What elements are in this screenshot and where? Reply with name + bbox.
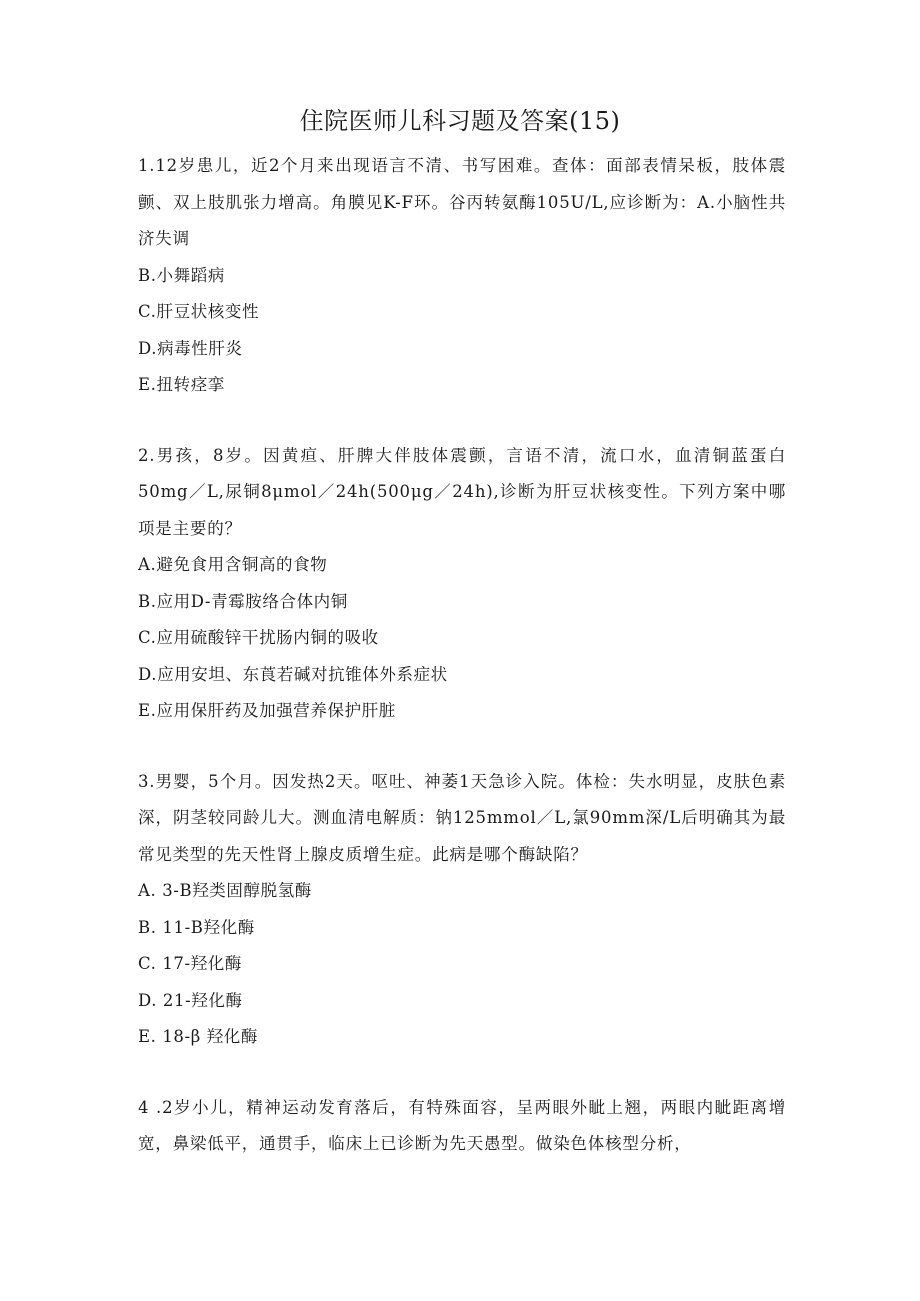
question-stem: 3.男婴，5个月。因发热2天。呕吐、神萎1天急诊入院。体检：失水明显，皮肤色素深，阴茎较同龄儿大。测血清电解质：钠125mmol／L,氯90mm深/L后明确其为最常见类型的先天性肾上腺皮质增生症。此病是哪个酶缺陷？ <box>138 771 786 864</box>
answer-option-b: B. 11-B羟化酶 <box>138 917 255 937</box>
answer-option-e: E. 18-β 羟化酶 <box>138 1027 258 1046</box>
document-title: 住院医师儿科习题及答案(15) <box>299 107 621 135</box>
question-4 <box>138 1090 786 1163</box>
answer-option-c: C.肝豆状核变性 <box>138 302 260 321</box>
question-3 <box>138 764 786 1056</box>
question-1 <box>138 148 786 404</box>
answer-option-a: A. 3-B羟类固醇脱氢酶 <box>138 881 312 900</box>
answer-option-c: C.应用硫酸锌干扰肠内铜的吸收 <box>138 628 379 647</box>
answer-option-e: E.应用保肝药及加强营养保护肝脏 <box>138 701 396 720</box>
question-stem: 2.男孩，8岁。因黄疸、肝脾大伴肢体震颤，言语不清，流口水，血清铜蓝蛋白50mg／L,尿铜8μmol／24h(500μg／24h),诊断为肝豆状核变性。下列方案中哪项是主要的？ <box>138 445 786 538</box>
question-stem: 1.12岁患儿，近2个月来出现语言不清、书写困难。查体：面部表情呆板，肢体震颤、双上肢肌张力增高。角膜见K-F环。谷丙转氨酶105U/L,应诊断为：A.小脑性共济失调 <box>138 156 786 248</box>
answer-option-e: E.扭转痉挛 <box>138 375 225 394</box>
question-list <box>138 148 786 1197</box>
answer-option-d: D.应用安坦、东莨若碱对抗锥体外系症状 <box>138 664 448 684</box>
answer-option-a: A.避免食用含铜高的食物 <box>138 555 328 574</box>
answer-option-b: B.小舞蹈病 <box>138 265 225 285</box>
question-stem: 4 .2岁小儿，精神运动发育落后，有特殊面容，呈两眼外眦上翘，两眼内眦距离增宽，鼻梁低平，通贯手，临床上已诊断为先天愚型。做染色体核型分析， <box>138 1097 786 1153</box>
answer-option-c: C. 17-羟化酶 <box>138 954 242 973</box>
question-2 <box>138 438 786 730</box>
answer-option-b: B.应用D-青霉胺络合体内铜 <box>138 591 348 611</box>
answer-option-d: D.病毒性肝炎 <box>138 338 243 358</box>
answer-option-d: D. 21-羟化酶 <box>138 990 243 1010</box>
